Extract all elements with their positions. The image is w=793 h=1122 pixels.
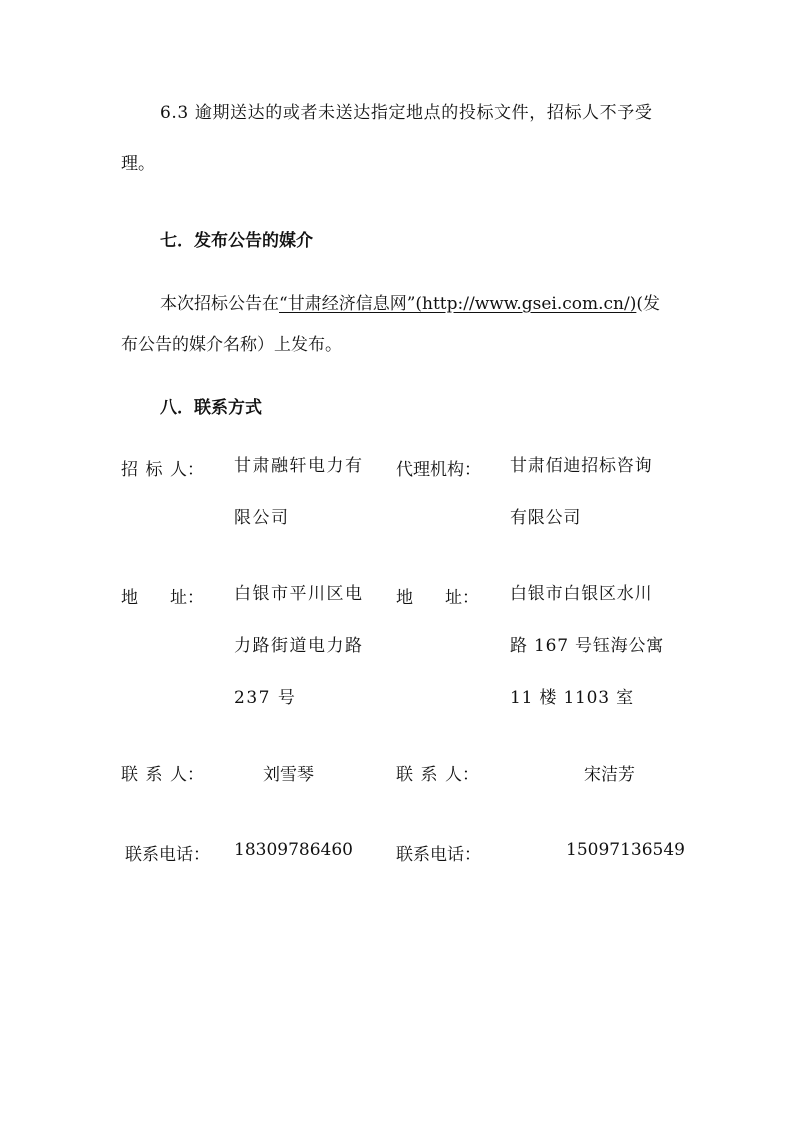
left-phone-number: 18309786460 <box>234 840 353 860</box>
para-suffix: (发 <box>636 294 660 314</box>
left-address-label: 地 址： <box>121 588 204 608</box>
tenderer-name: 甘肃融轩电力有 限公司 <box>234 456 364 528</box>
left-contact-label: 联 系 人： <box>121 765 204 785</box>
right-address: 白银市白银区水川 路 167 号钰海公寓 11 楼 1103 室 <box>510 584 665 708</box>
para-prefix: 本次招标公告在 <box>160 294 279 314</box>
para-6-3-end: 理。 <box>121 154 155 174</box>
right-address-label: 地 址： <box>396 588 479 608</box>
agency-name: 甘肃佰迪招标咨询 有限公司 <box>510 456 653 528</box>
left-phone-label: 联系电话： <box>125 845 210 865</box>
tenderer-label: 招 标 人： <box>121 460 204 480</box>
left-address: 白银市平川区电 力路街道电力路 237 号 <box>234 584 364 708</box>
right-contact-label: 联 系 人： <box>396 765 479 785</box>
media-link[interactable]: “甘肃经济信息网”(http://www.gsei.com.cn/) <box>279 294 637 314</box>
agency-label: 代理机构： <box>396 460 481 480</box>
right-phone-number: 15097136549 <box>566 840 685 860</box>
section-7-heading: 七．发布公告的媒介 <box>160 231 313 251</box>
left-contact-name: 刘雪琴 <box>263 765 314 785</box>
section-7-para <box>160 289 660 314</box>
right-phone-label: 联系电话： <box>396 845 481 865</box>
right-contact-name: 宋洁芳 <box>584 765 635 785</box>
section-8-heading: 八．联系方式 <box>160 398 262 418</box>
para-6-3: 6.3 逾期送达的或者未送达指定地点的投标文件，招标人不予受 <box>160 103 653 123</box>
section-7-para-line2: 布公告的媒介名称）上发布。 <box>121 335 342 355</box>
